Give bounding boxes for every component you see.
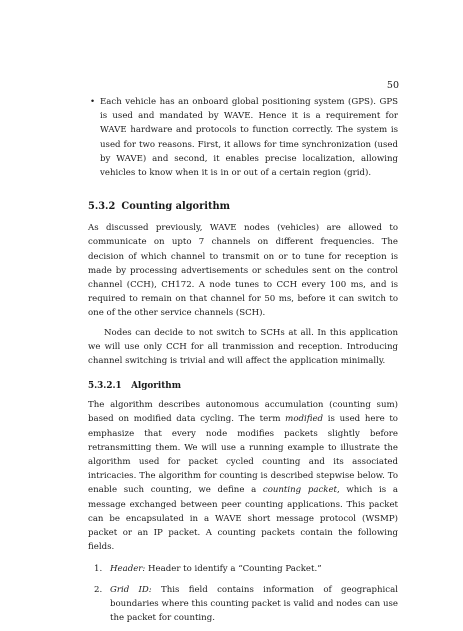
bullet-text: Each vehicle has an onboard global positioning system (GPS). GPS is used and mandated by WAVE. Hence it is a requirement for WAVE hardware and protocols to function correctly. The system is used for two reasons. First, it allows for time synchronization (used by WAVE) and second, it enables precise localization, allowing vehicles to know when it is in or out of a certain region (grid). <box>100 97 398 179</box>
section-paragraph-2: Nodes can decide to not switch to SCHs at all. In this application we will use only CCH for all tranmission and reception. Introducing channel switching is trivial and will affect the application minimally. <box>88 327 398 367</box>
list-item-number: 1. <box>94 564 103 575</box>
term-counting-packet: counting packet <box>262 485 338 496</box>
subsection-title: Algorithm <box>131 381 182 392</box>
field-name: Grid ID: <box>110 584 152 595</box>
section-title: Counting algorithm <box>121 201 230 213</box>
bullet-gps <box>88 95 398 180</box>
section-paragraph-1: As discussed previously, WAVE nodes (vehicles) are allowed to communicate on upto 7 channels on different frequencies. The decision of which channel to transmit on or to tune for reception is made by processing advertisements or schedules sent on the control channel (CCH), CH172. A node tunes to CCH every 100 ms, and is required to remain on that channel for 50 ms, before it can switch to one of the other service channels (SCH). <box>88 223 398 319</box>
field-list <box>88 562 398 625</box>
field-name: Header: <box>110 564 146 575</box>
algorithm-text-b: is used here to emphasize that every node modifies packets slightly before retransmitting them. We will use a running example to illustrate the algorithm used for packet cycled counting and its associated intricacies. The algorithm for counting is described stepwise below. To enable such counting, we define a <box>88 414 398 496</box>
bullet-icon: • <box>90 97 96 107</box>
list-item <box>88 562 398 576</box>
section-heading <box>88 200 398 213</box>
list-item-number: 2. <box>94 584 103 595</box>
field-description: Header to identify a “Counting Packet.” <box>148 564 322 575</box>
section-number: 5.3.2 <box>88 201 116 213</box>
subsection-heading <box>88 380 398 392</box>
algorithm-text-c: , which is a message exchanged between peer counting applications. This packet can be encapsulated in a WAVE short message protocol (WSMP) packet or an IP packet. A counting packets contain the following fields. <box>88 485 398 553</box>
term-modified: modified <box>285 414 324 425</box>
algorithm-text-a: The algorithm describes autonomous accumulation (counting sum) based on modified data cycling. The term <box>88 400 398 425</box>
field-description: This field contains information of geographical boundaries where this counting packet is valid and nodes can use the packet for counting. <box>110 584 398 624</box>
page-number: 50 <box>386 80 399 91</box>
list-item <box>88 583 398 626</box>
page-content <box>88 93 398 631</box>
algorithm-paragraph <box>88 398 398 554</box>
subsection-number: 5.3.2.1 <box>88 381 122 392</box>
